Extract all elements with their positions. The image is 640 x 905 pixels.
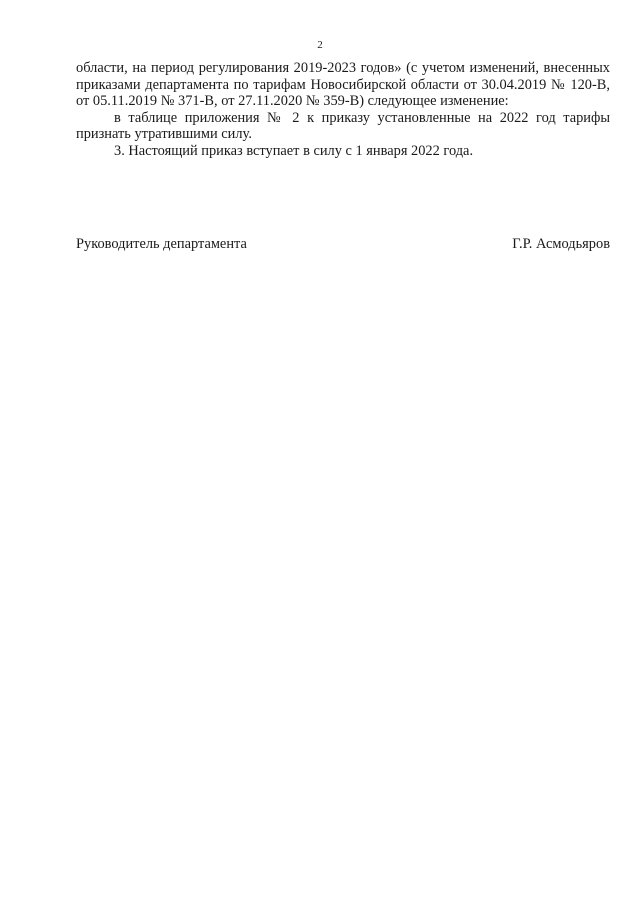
- paragraph-amendment: в таблице приложения № 2 к приказу установленные на 2022 год тарифы признать утратившими силу.: [76, 109, 610, 143]
- page-number: 2: [317, 39, 323, 51]
- signatory-position: Руководитель департамента: [76, 236, 247, 252]
- document-body: [76, 60, 610, 160]
- paragraph-continuation: области, на период регулирования 2019-2023 годов» (с учетом изменений, внесенных приказами департамента по тарифам Новосибирской области от 30.04.2019 № 120-В, от 05.11.2019 № 371-В, от 27.11.2020 № 359-В) следующее изменение:: [76, 60, 610, 110]
- signatory-name: Г.Р. Асмодьяров: [512, 236, 610, 252]
- paragraph-effective-date: 3. Настоящий приказ вступает в силу с 1 января 2022 года.: [114, 142, 474, 159]
- signature-block: [76, 236, 610, 253]
